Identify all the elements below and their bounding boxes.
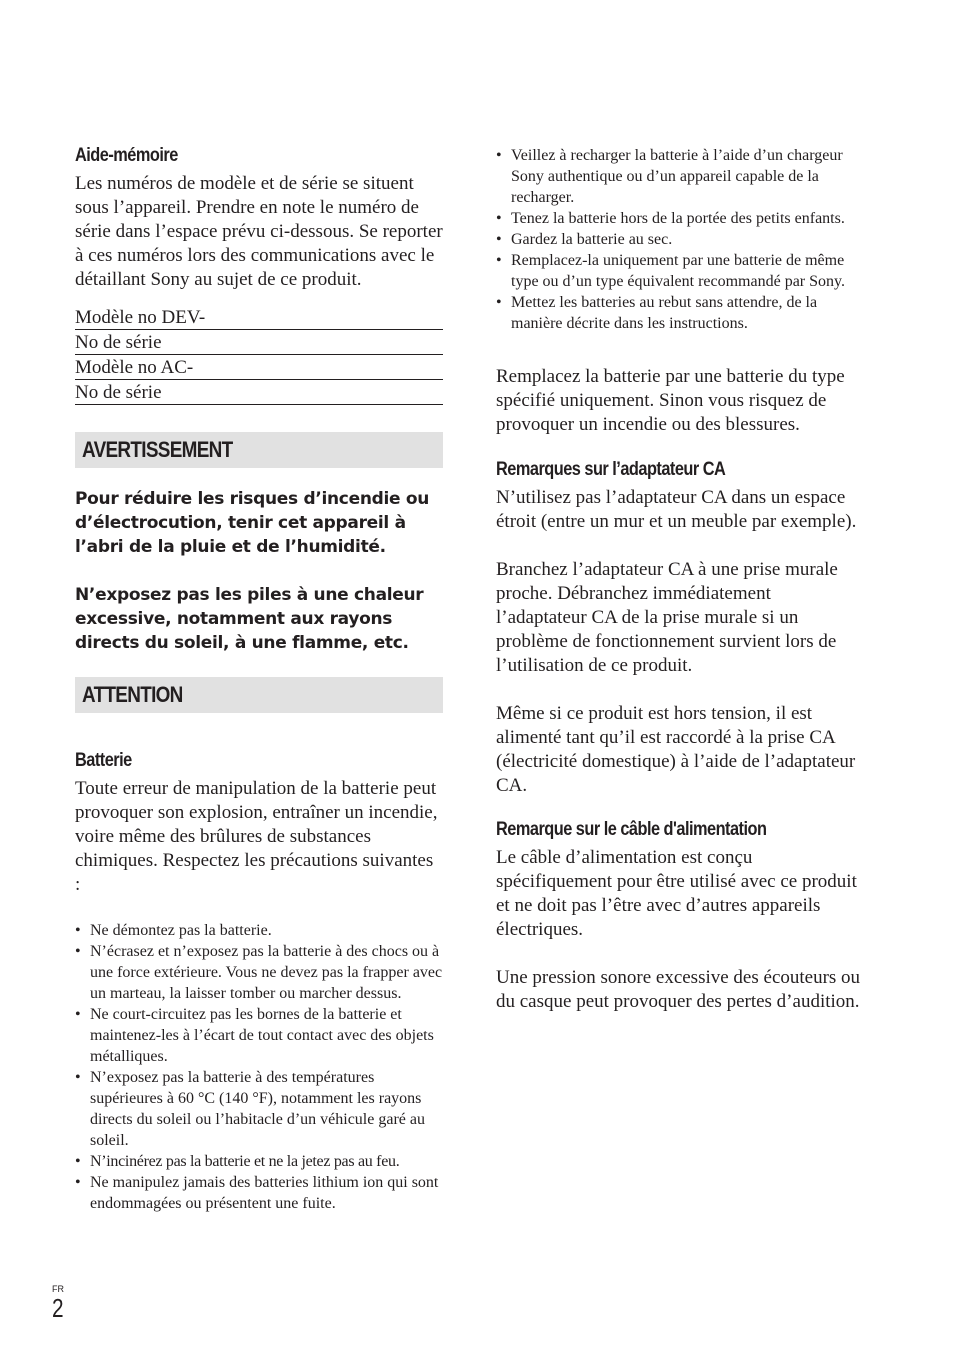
list-item: • Ne manipulez jamais des batteries lithium ion qui sont endommagées ou présentent une fuite. xyxy=(75,1172,443,1214)
adapter-text-2: Branchez l’adaptateur CA à une prise murale proche. Débranchez immédiatement l’adaptateur CA de la prise murale si un problème de fonctionnement survient lors de l’utilisation de ce produit. xyxy=(496,559,838,676)
warning-heading-box xyxy=(75,432,443,468)
page-number: 2 xyxy=(52,1293,64,1323)
model-number-field: Modèle no DEV- xyxy=(75,305,443,330)
battery-text: Toute erreur de manipulation de la batterie peut provoquer son explosion, entraîner un incendie, voire même des brûlures de substances chimiques. Respectez les précautions suivantes : xyxy=(75,778,438,895)
battery-precautions-list-cont xyxy=(496,145,866,334)
adapter-text-1: N’utilisez pas l’adaptateur CA dans un espace étroit (entre un mur et un meuble par exemple). xyxy=(496,487,857,532)
attention-heading: ATTENTION xyxy=(82,682,183,707)
list-item: • N’incinérez pas la batterie et ne la jetez pas au feu. xyxy=(75,1151,443,1172)
memo-heading: Aide-mémoire xyxy=(75,145,178,166)
page-language: FR xyxy=(52,1284,64,1294)
list-item: • N’écrasez et n’exposez pas la batterie à des chocs ou à une force extérieure. Vous ne devez pas la frapper avec un marteau, la laisser tomber ou marcher dessus. xyxy=(75,941,443,1004)
warning-text-2: N’exposez pas les piles à une chaleur excessive, notamment aux rayons directs du soleil, à une flamme, etc. xyxy=(75,585,424,653)
adapter-text-3: Même si ce produit est hors tension, il est alimenté tant qu’il est raccordé à la prise CA (électricité domestique) à l’aide de l’adaptateur CA. xyxy=(496,703,856,796)
list-item: • Ne court-circuitez pas les bornes de la batterie et maintenez-les à l’écart de tout contact avec des objets métalliques. xyxy=(75,1004,443,1067)
list-item: • Gardez la batterie au sec. xyxy=(496,229,866,250)
list-item: • Ne démontez pas la batterie. xyxy=(75,920,443,941)
list-item: • Remplacez-la uniquement par une batterie de même type ou d’un type équivalent recommandé par Sony. xyxy=(496,250,866,292)
cable-text-1: Le câble d’alimentation est conçu spécifiquement pour être utilisé avec ce produit et ne doit pas l’être avec d’autres appareils électriques. xyxy=(496,847,857,940)
list-item: • Mettez les batteries au rebut sans attendre, de la manière décrite dans les instructions. xyxy=(496,292,866,334)
adapter-serial-field: No de série xyxy=(75,380,443,405)
right-column xyxy=(496,145,866,1014)
warning-heading: AVERTISSEMENT xyxy=(82,437,233,462)
adapter-heading: Remarques sur l’adaptateur CA xyxy=(496,459,726,480)
battery-precautions-list xyxy=(75,920,443,1214)
battery-replace-text: Remplacez la batterie par une batterie du type spécifié uniquement. Sinon vous risquez de provoquer un incendie ou des blessures. xyxy=(496,366,845,435)
page-footer xyxy=(52,1284,66,1321)
adapter-model-field: Modèle no AC- xyxy=(75,355,443,380)
cable-text-2: Une pression sonore excessive des écouteurs ou du casque peut provoquer des pertes d’audition. xyxy=(496,967,861,1012)
memo-text: Les numéros de modèle et de série se situent sous l’appareil. Prendre en note le numéro de série dans l’espace prévu ci-dessous. Se reporter à ces numéros lors des communications avec le détaillant Sony au sujet de ce produit. xyxy=(75,173,443,290)
list-item: • Tenez la batterie hors de la portée des petits enfants. xyxy=(496,208,866,229)
cable-heading: Remarque sur le câble d'alimentation xyxy=(496,819,767,840)
left-column xyxy=(75,145,443,1214)
battery-heading: Batterie xyxy=(75,750,132,771)
attention-heading-box xyxy=(75,677,443,713)
list-item: • Veillez à recharger la batterie à l’aide d’un chargeur Sony authentique ou d’un appareil capable de la recharger. xyxy=(496,145,866,208)
memo-fields xyxy=(75,305,443,405)
serial-number-field: No de série xyxy=(75,330,443,355)
warning-text-1: Pour réduire les risques d’incendie ou d’électrocution, tenir cet appareil à l’abri de la pluie et de l’humidité. xyxy=(75,489,430,557)
list-item: • N’exposez pas la batterie à des températures supérieures à 60 °C (140 °F), notamment les rayons directs du soleil ou l’habitacle d’un véhicule garé au soleil. xyxy=(75,1067,443,1151)
